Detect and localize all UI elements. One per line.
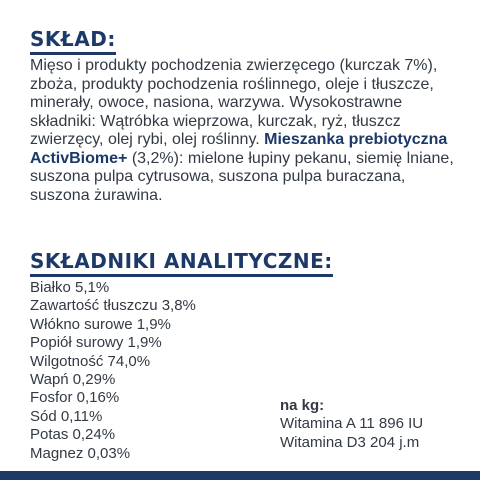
analytical-item-fat: Zawartość tłuszczu 3,8% [30,297,196,315]
analytical-item-moisture: Wilgotność 74,0% [30,352,151,370]
composition-heading [30,27,116,51]
composition-heading-underline [30,52,116,55]
analytical-heading-underline [30,274,333,277]
vitamin-a: Witamina A 11 896 IU [280,415,424,433]
analytical-item-fibre: Włókno surowe 1,9% [30,315,171,333]
analytical-item-ash: Popiół surowy 1,9% [30,334,162,352]
analytical-item-sodium: Sód 0,11% [30,407,103,425]
composition-text-part1: Mięso i produkty pochodzenia zwierzęcego (kurczak 7%), zboża, produkty pochodzenia roślinnego, oleje i tłuszcze, minerały, owoce, nasiona, warzywa. Wysokostrawne składniki: Wątróbka wieprzowa, kurczak, ryż, tłuszcz zwierzęcy, olej rybi, olej roślinny. [30,57,438,148]
analytical-item-protein: Białko 5,1% [30,279,110,296]
bottom-bar [0,471,480,480]
composition-text [30,57,460,205]
vitamins-heading: na kg: [280,397,325,414]
analytical-heading-text: SKŁADNIKI ANALITYCZNE: [30,249,333,273]
analytical-item-potassium: Potas 0,24% [30,426,116,444]
composition-text-part2: (3,2%): mielone łupiny pekanu, siemię lniane, suszona pulpa cytrusowa, suszona pulpa buraczana, suszona żurawina. [30,149,454,204]
vitamins-block [280,397,423,452]
analytical-item-calcium: Wapń 0,29% [30,371,116,389]
composition-heading-text: SKŁAD: [30,27,116,51]
analytical-item-magnesium: Magnez 0,03% [30,444,131,462]
composition-prebiotic-blend: Mieszanka prebiotyczna ActivBiome+ [30,131,448,167]
vitamin-d3: Witamina D3 204 j.m [280,433,420,451]
analytical-list [30,279,196,463]
analytical-heading [30,249,333,273]
analytical-item-phosphorus: Fosfor 0,16% [30,389,120,407]
